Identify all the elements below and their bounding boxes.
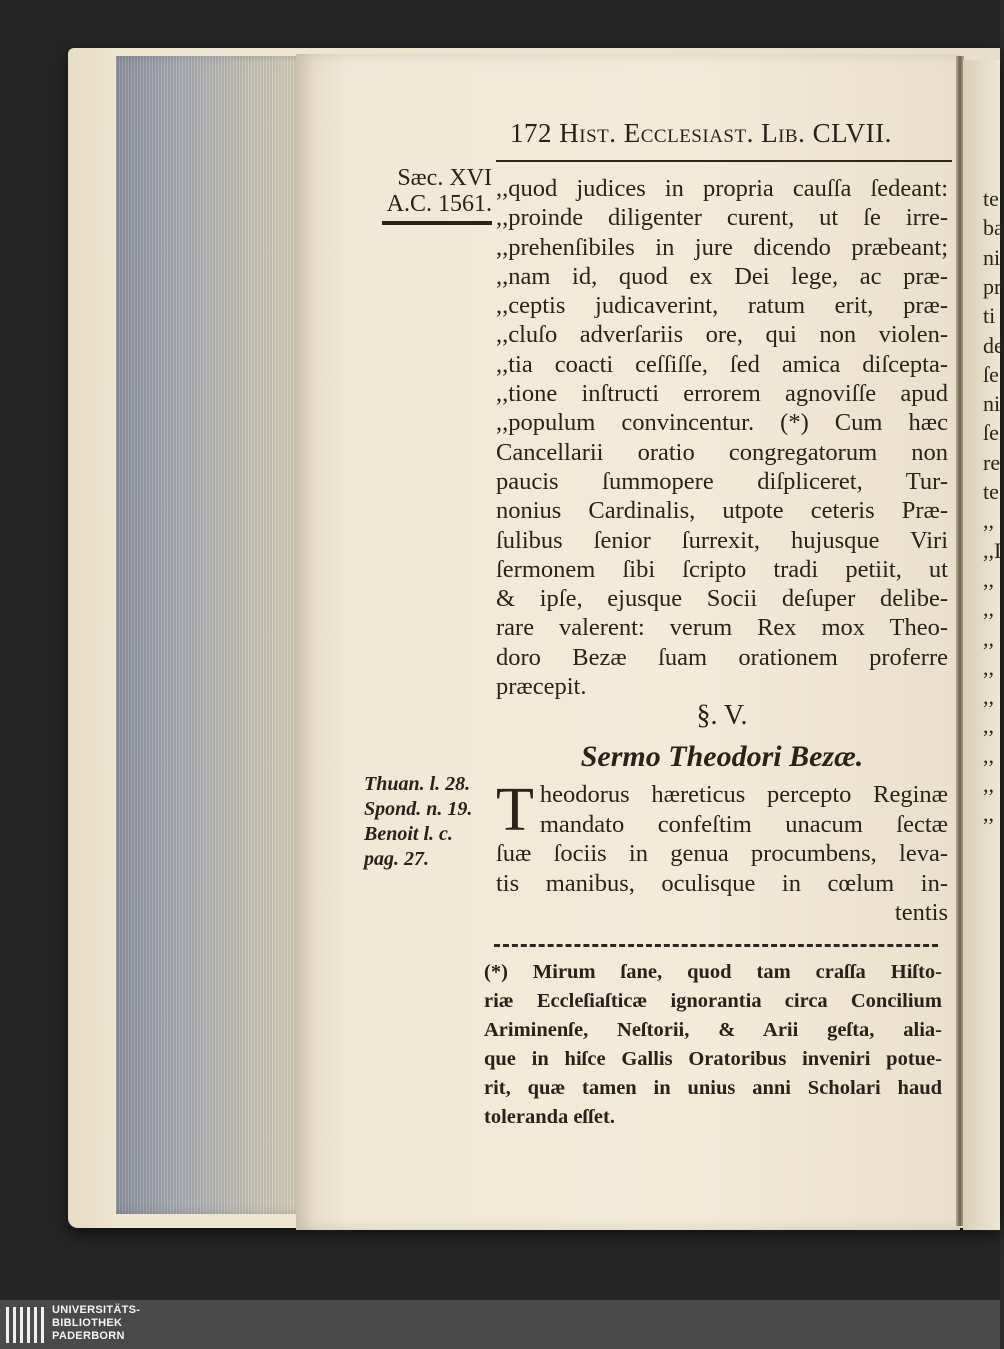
- facing-page-line: ,,: [983, 508, 994, 534]
- facing-page-line: ,,: [983, 772, 994, 797]
- facing-page-line: te: [983, 186, 999, 211]
- text-line: toleranda eſſet.: [484, 1106, 615, 1128]
- text-line: ,,tione inſtructi errorem agnoviſſe apud: [496, 380, 948, 408]
- text-line: ,,tia coacti ceſſiſſe, ſed amica diſcepta-: [496, 350, 948, 378]
- facing-page-line: ,,: [983, 596, 994, 622]
- facing-page-line: ſe: [983, 420, 999, 446]
- facing-page-line: ,,: [983, 713, 994, 739]
- margin-year-note: [382, 165, 492, 225]
- running-head: 172 Hist. Ecclesiast. Lib. CLVII.: [510, 118, 892, 148]
- drop-initial: T: [496, 776, 534, 844]
- facing-page-line: ,,I: [983, 537, 1002, 563]
- facing-page-line: ,,: [983, 801, 994, 827]
- margin-year-bar: [382, 221, 492, 225]
- footnote: [484, 958, 942, 1132]
- text-line: rare valerent: verum Rex mox Theo-: [496, 614, 948, 642]
- text-line: præcepit.: [496, 673, 587, 701]
- facing-page-line: ,,: [983, 684, 994, 710]
- library-name: [52, 1304, 140, 1343]
- text-line: rit, quæ tamen in unius anni Scholari haud: [484, 1077, 942, 1099]
- section-mark: §. V.: [696, 700, 748, 731]
- facing-page-line: pr: [983, 273, 1002, 299]
- text-line: ſermonem ſibi ſcripto tradi petiit, ut: [496, 555, 948, 583]
- facing-page-line: ba: [983, 215, 1004, 241]
- footnote-rule: [494, 944, 938, 947]
- text-line: ſulibus ſenior ſurrexit, hujusque Viri: [496, 526, 948, 554]
- margin-ref-line: pag. 27.: [364, 848, 429, 870]
- text-line: heodorus hæreticus percepto Reginæ: [539, 781, 948, 808]
- margin-year-century: Sæc. XVI: [397, 165, 492, 191]
- library-name-line: BIBLIOTHEK: [52, 1317, 123, 1329]
- text-line: riæ Eccleſiaſticæ ignorantia circa Concilium: [484, 990, 942, 1012]
- text-line: paucis ſummopere diſpliceret, Tur-: [496, 467, 948, 495]
- section-title: Sermo Theodori Bezæ.: [580, 740, 864, 773]
- facing-page-line: ni: [983, 244, 1001, 270]
- facing-page-line: ,,: [983, 742, 994, 768]
- text-line: ,,proinde diligenter curent, ut ſe irre-: [496, 204, 948, 232]
- body-text: [496, 174, 948, 701]
- facing-page-line: ni: [983, 391, 1001, 417]
- page-edges: [116, 56, 316, 1214]
- facing-page-line: ,,: [983, 566, 994, 592]
- text-line: doro Bezæ ſuam orationem proferre: [496, 643, 948, 671]
- header-rule: [496, 160, 952, 162]
- facing-page-line: de: [983, 332, 1004, 358]
- facing-page-line: ſe: [983, 361, 999, 387]
- margin-references: [364, 772, 472, 872]
- text-line: ,,nam id, quod ex Dei lege, ac præ-: [496, 262, 948, 290]
- facing-page-fragment: [963, 60, 1004, 1230]
- facing-page-line: te: [983, 479, 999, 504]
- text-line: ,,populum convincentur. (*) Cum hæc: [496, 409, 948, 437]
- text-line: nonius Cardinalis, utpote ceteris Præ-: [496, 497, 948, 525]
- facing-page-line: re: [983, 449, 1001, 475]
- text-line: ,,cluſo adverſariis ore, qui non violen-: [496, 321, 948, 349]
- facing-page-line: ,,: [983, 654, 994, 680]
- text-line: ,,quod judices in propria cauſſa ſedeant:: [496, 175, 948, 202]
- margin-ref-line: Thuan. l. 28.: [364, 773, 471, 795]
- text-line: ,,ceptis judicaverint, ratum erit, præ-: [496, 292, 948, 320]
- margin-ref-line: Benoit l. c.: [364, 823, 453, 845]
- library-logo-icon: [6, 1307, 46, 1343]
- paragraph-beza: [496, 776, 948, 928]
- text-line: mandato confeſtim unacum ſectæ: [539, 810, 948, 838]
- text-line: Ariminenſe, Neſtorii, & Arii geſta, alia-: [484, 1019, 942, 1041]
- facing-page-line: ,,: [983, 625, 994, 651]
- margin-year-date: A.C. 1561.: [386, 191, 492, 217]
- text-line: Cancellarii oratio congregatorum non: [496, 438, 948, 466]
- margin-ref-line: Spond. n. 19.: [364, 798, 473, 820]
- text-line: tis manibus, oculisque in cœlum in-: [496, 869, 948, 897]
- text-line: tentis: [894, 899, 948, 926]
- text-line: ſuæ ſociis in genua procumbens, leva-: [496, 840, 948, 867]
- text-line: & ipſe, ejusque Socii deſuper delibe-: [496, 585, 948, 613]
- text-line: (*) Mirum ſane, quod tam craſſa Hiſto-: [484, 961, 942, 983]
- facing-page-line: ti: [983, 303, 996, 329]
- library-name-line: PADERBORN: [52, 1330, 125, 1342]
- text-line: que in hiſce Gallis Oratoribus inveniri potue-: [484, 1048, 942, 1070]
- text-line: ,,prehenſibiles in jure dicendo præbeant;: [496, 233, 948, 261]
- library-footer: [0, 1300, 1000, 1349]
- library-name-line: UNIVERSITÄTS-: [52, 1304, 141, 1316]
